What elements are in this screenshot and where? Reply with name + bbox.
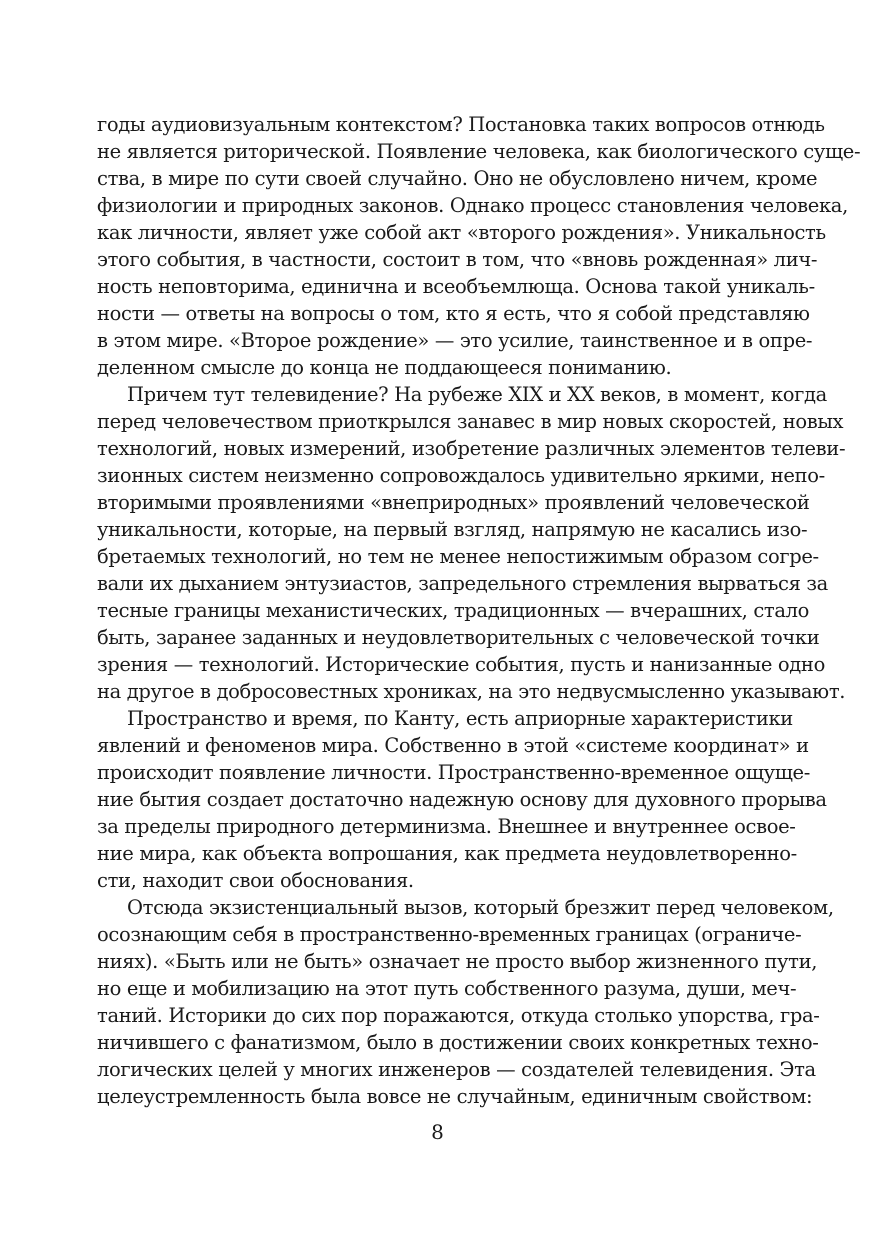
text-line: ность неповторима, единична и всеобъемлюща. Основа такой уникаль- [97, 275, 815, 298]
text-line: физиологии и природных законов. Однако процесс становления человека, [97, 194, 848, 217]
text-line: но еще и мобилизацию на этот путь собственного разума, души, меч- [97, 977, 797, 1000]
text-line: на другое в добросовестных хрониках, на это недвусмысленно указывают. [97, 680, 846, 703]
body-text [97, 111, 861, 1110]
text-line: бретаемых технологий, но тем не менее непостижимым образом согре- [97, 545, 819, 568]
text-line: ности — ответы на вопросы о том, кто я есть, что я собой представляю [97, 302, 810, 325]
text-line: зрения — технологий. Исторические события, пусть и нанизанные одно [97, 653, 825, 676]
text-line: годы аудиовизуальным контекстом? Постановка таких вопросов отнюдь [97, 113, 825, 136]
text-line: быть, заранее заданных и неудовлетворительных с человеческой точки [97, 626, 820, 649]
text-line: не является риторической. Появление человека, как биологического суще- [97, 140, 861, 163]
text-line: в этом мире. «Второе рождение» — это усилие, таинственное и в опре- [97, 329, 813, 352]
text-line: ничившего с фанатизмом, было в достижении своих конкретных техно- [97, 1031, 819, 1054]
text-line: Пространство и время, по Канту, есть априорные характеристики [127, 707, 793, 730]
text-line: явлений и феноменов мира. Собственно в этой «системе координат» и [97, 734, 809, 757]
text-line: сти, находит свои обоснования. [97, 869, 414, 892]
text-line: ства, в мире по сути своей случайно. Оно не обусловлено ничем, кроме [97, 167, 818, 190]
text-line: технологий, новых измерений, изобретение различных элементов телеви- [97, 437, 846, 460]
text-line: Отсюда экзистенциальный вызов, который брезжит перед человеком, [127, 896, 834, 919]
text-line: ние мира, как объекта вопрошания, как предмета неудовлетворенно- [97, 842, 797, 865]
text-line: таний. Историки до сих пор поражаются, откуда столько упорства, гра- [97, 1004, 820, 1027]
text-line: логических целей у многих инженеров — создателей телевидения. Эта [97, 1058, 816, 1081]
text-line: уникальности, которые, на первый взгляд, напрямую не касались изо- [97, 518, 808, 541]
text-line: зионных систем неизменно сопровождалось удивительно яркими, непо- [97, 464, 825, 487]
text-line: этого события, в частности, состоит в том, что «вновь рожденная» лич- [97, 248, 818, 271]
text-line: деленном смысле до конца не поддающееся пониманию. [97, 356, 672, 379]
text-line: целеустремленность была вовсе не случайным, единичным свойством: [97, 1085, 813, 1108]
text-line: за пределы природного детерминизма. Внешнее и внутреннее освое- [97, 815, 796, 838]
text-line: перед человечеством приоткрылся занавес в мир новых скоростей, новых [97, 410, 844, 433]
text-line: происходит появление личности. Пространственно-временное ощуще- [97, 761, 810, 784]
text-line: тесные границы механистических, традиционных — вчерашних, стало [97, 599, 810, 622]
text-line: ниях). «Быть или не быть» означает не просто выбор жизненного пути, [97, 950, 818, 973]
text-line: Причем тут телевидение? На рубеже XIX и XX веков, в момент, когда [127, 383, 827, 406]
text-line: осознающим себя в пространственно-временных границах (ограниче- [97, 923, 802, 946]
text-line: ние бытия создает достаточно надежную основу для духовного прорыва [97, 788, 827, 811]
text-line: вторимыми проявлениями «внеприродных» проявлений человеческой [97, 491, 810, 514]
page-number: 8 [431, 1120, 444, 1144]
text-line: как личности, являет уже собой акт «второго рождения». Уникальность [97, 221, 826, 244]
text-line: вали их дыханием энтузиастов, запредельного стремления вырваться за [97, 572, 828, 595]
